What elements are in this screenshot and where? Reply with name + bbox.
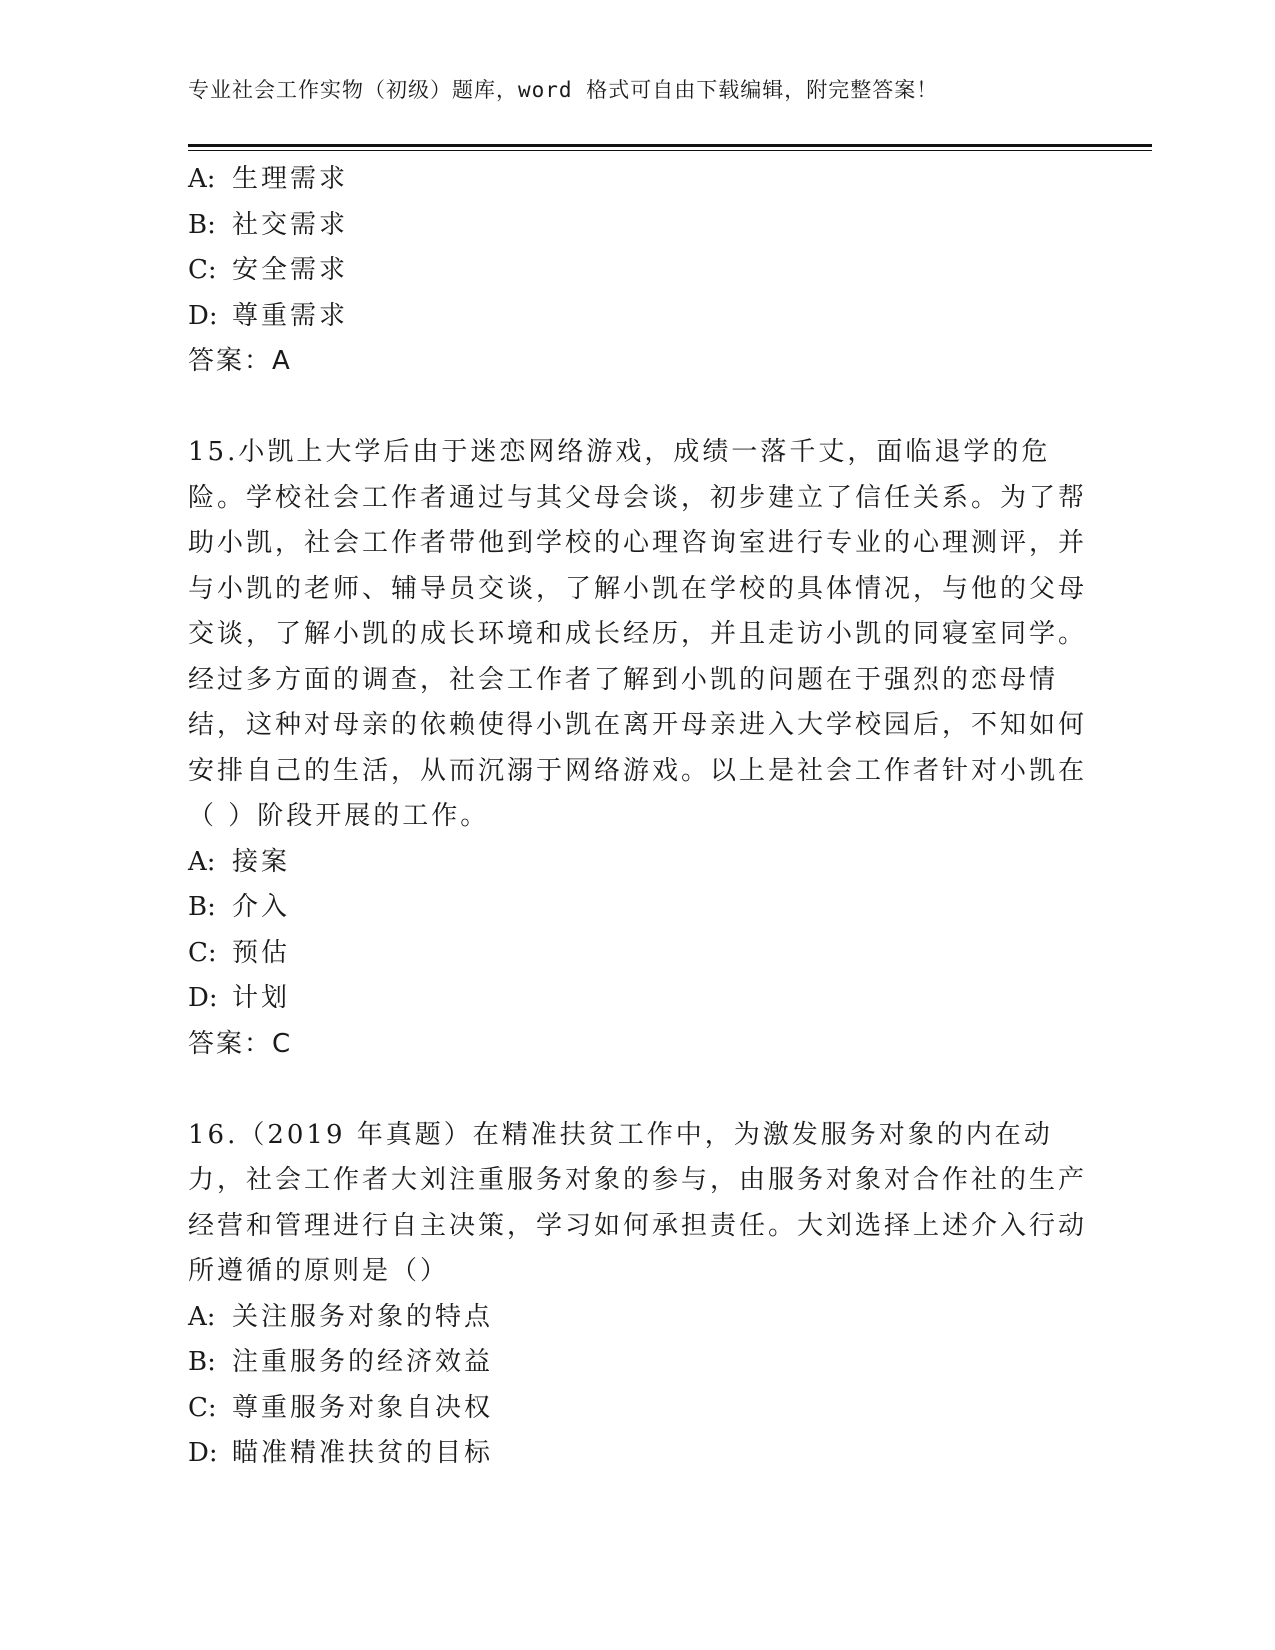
answer-line: 答案：A xyxy=(188,346,292,376)
header-rule-thick xyxy=(188,144,1152,147)
option-d: D: 尊重需求 xyxy=(188,300,349,331)
question-content xyxy=(188,157,1088,1477)
question-15 xyxy=(188,430,1088,1067)
question-16 xyxy=(188,1113,1088,1477)
header-rule-thin xyxy=(188,150,1152,151)
option-b: B: 注重服务的经济效益 xyxy=(188,1347,494,1377)
option-a: A: 接案 xyxy=(188,846,291,877)
option-d: D: 计划 xyxy=(188,983,291,1013)
option-b: B: 社交需求 xyxy=(188,209,349,240)
question-stem: 16.（2019 年真题）在精准扶贫工作中，为激发服务对象的内在动力，社会工作者大刘注重服务对象的参与，由服务对象对合作社的生产经营和管理进行自主决策，学习如何承担责任。大刘选择上述介入行动所遵循的原则是（） xyxy=(188,1119,1088,1286)
question-stem: 15.小凯上大学后由于迷恋网络游戏，成绩一落千丈，面临退学的危险。学校社会工作者通过与其父母会谈，初步建立了信任关系。为了帮助小凯，社会工作者带他到学校的心理咨询室进行专业的心理测评，并与小凯的老师、辅导员交谈，了解小凯在学校的具体情况，与他的父母交谈，了解小凯的成长环境和成长经历，并且走访小凯的同寝室同学。经过多方面的调查，社会工作者了解到小凯的问题在于强烈的恋母情结，这种对母亲的依赖使得小凯在离开母亲进入大学校园后，不知如何安排自己的生活，从而沉溺于网络游戏。以上是社会工作者针对小凯在（ ）阶段开展的工作。 xyxy=(188,437,1088,831)
option-c: C: 尊重服务对象自决权 xyxy=(188,1392,494,1423)
option-d: D: 瞄准精准扶贫的目标 xyxy=(188,1438,494,1468)
answer-line: 答案：C xyxy=(188,1028,293,1059)
option-a: A: 关注服务对象的特点 xyxy=(188,1301,494,1332)
page-header: 专业社会工作实物（初级）题库，word 格式可自由下载编辑，附完整答案！ xyxy=(188,78,939,102)
question-14 xyxy=(188,157,1088,385)
option-a: A: 生理需求 xyxy=(188,164,349,194)
option-b: B: 介入 xyxy=(188,892,291,922)
option-c: C: 安全需求 xyxy=(188,255,349,285)
option-c: C: 预估 xyxy=(188,937,291,968)
